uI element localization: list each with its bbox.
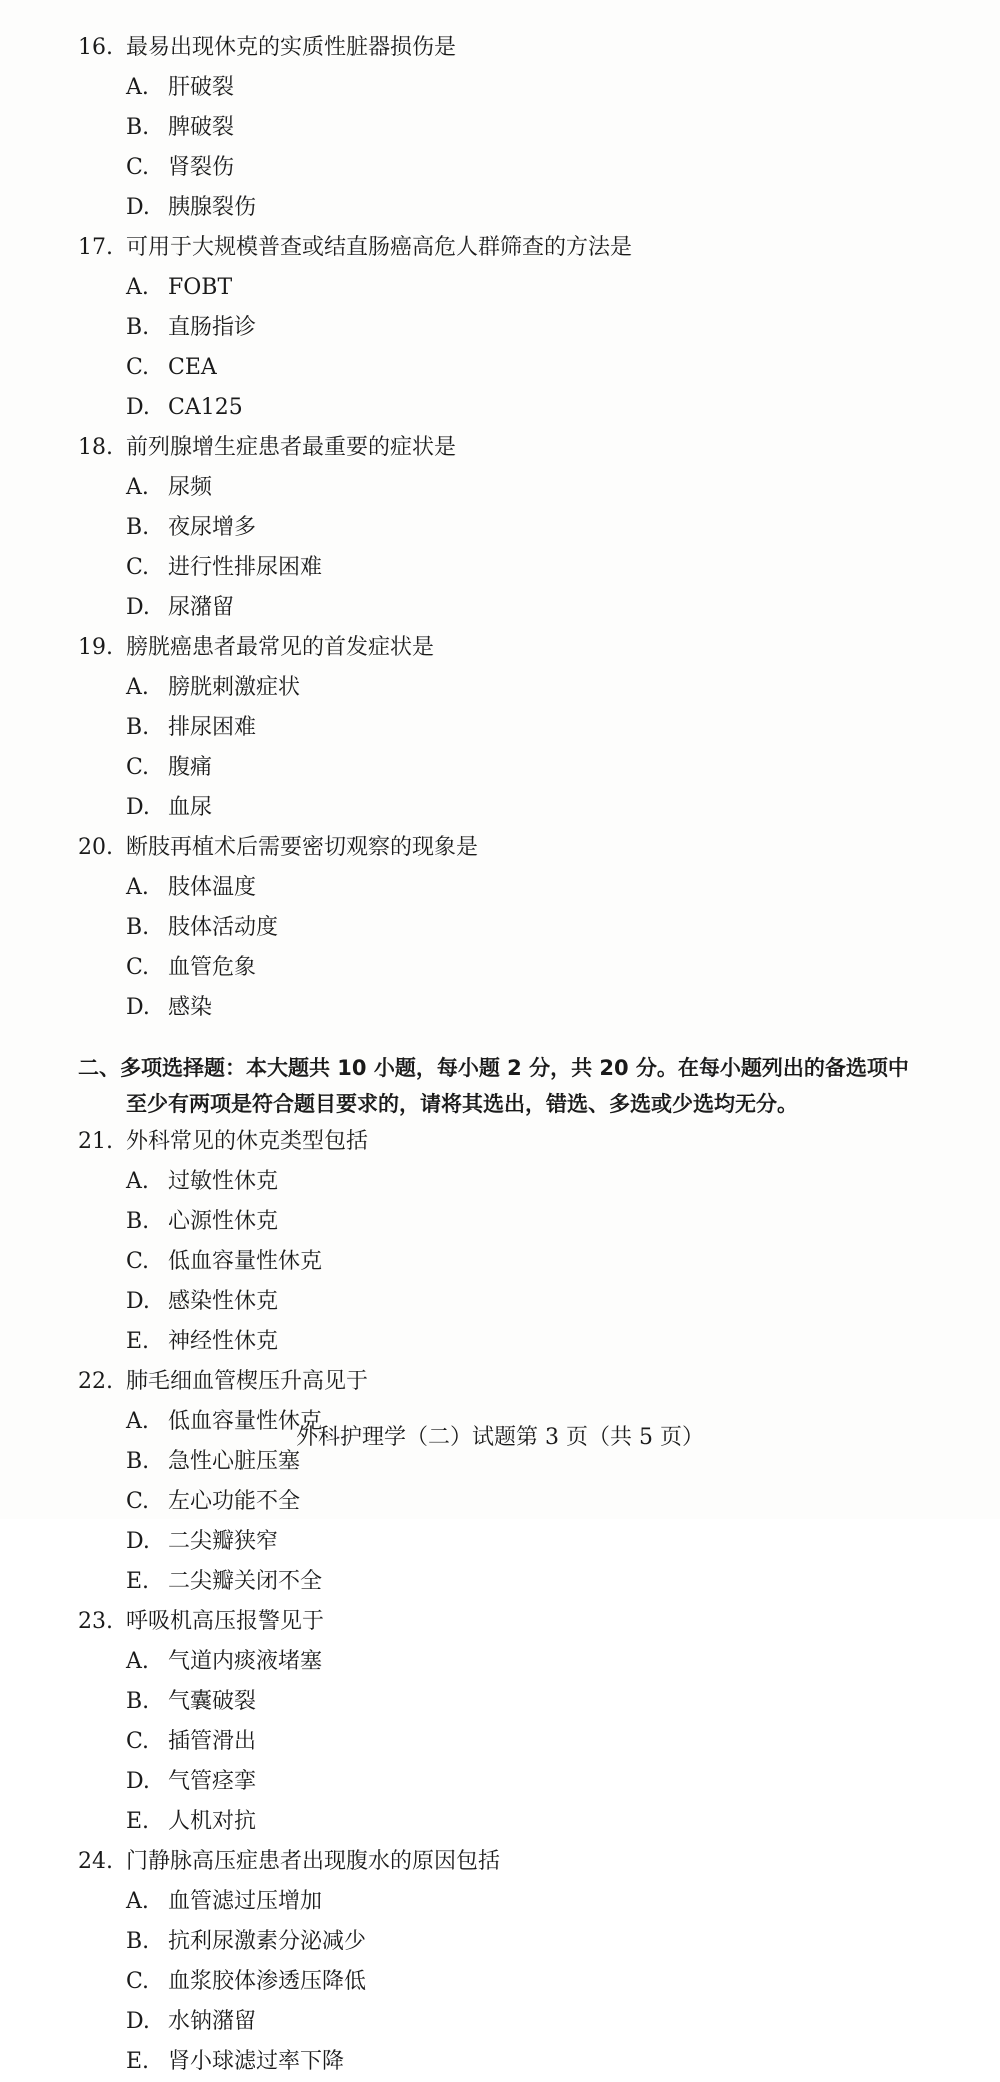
option-text: 脾破裂 [168,115,235,140]
option-item [126,2002,550,2042]
option-letter: E. [126,1569,150,1594]
question [78,828,970,1028]
option-text: 左心功能不全 [168,1489,301,1514]
option-item [126,68,550,108]
option-item [126,1722,550,1762]
option-item [126,1962,550,2002]
question [78,1362,970,1602]
option-letter: A. [126,75,149,100]
option-letter: E. [126,1329,150,1354]
option-text: 排尿困难 [168,715,257,740]
question-number: 16. [78,35,113,60]
option-letter: B. [126,1209,150,1234]
option-letter: A. [126,1649,149,1674]
option-letter: B. [126,1689,150,1714]
question-stem [78,1842,970,1882]
option-text: 感染 [168,995,213,1020]
option-item [126,748,550,788]
question [78,1842,970,2082]
option-letter: C. [126,155,150,180]
question-number: 17. [78,235,113,260]
option-letter: A. [126,675,149,700]
question-stem [78,1362,970,1402]
question-number: 21. [78,1129,113,1154]
option-letter: C. [126,355,150,380]
question-text: 前列腺增生症患者最重要的症状是 [126,435,457,460]
option-item [126,908,550,948]
option-item [126,188,550,228]
option-letter: D. [126,1769,150,1794]
question [78,428,970,628]
option-text: 抗利尿激素分泌减少 [168,1929,367,1954]
option-text: 水钠潴留 [168,2009,257,2034]
option-item [126,1202,550,1242]
option-text: 肢体活动度 [168,915,279,940]
option-list [78,1642,970,1842]
option-letter: D. [126,795,150,820]
question-stem [78,1602,970,1642]
option-letter: B. [126,1449,150,1474]
option-letter: A. [126,1889,149,1914]
option-letter: C. [126,1729,150,1754]
section-gap [78,1028,970,1050]
section-header-line-2: 至少有两项是符合题目要求的，请将其选出，错选、多选或少选均无分。 [126,1092,798,1116]
option-item [126,1162,550,1202]
option-item [126,1762,550,1802]
question-number: 24. [78,1849,113,1874]
option-letter: D. [126,195,150,220]
option-letter: C. [126,1969,150,1994]
option-letter: B. [126,115,150,140]
option-text: 膀胱刺激症状 [168,675,301,700]
option-text: 尿频 [168,475,213,500]
single-choice-questions [78,28,970,1028]
option-letter: C. [126,1249,150,1274]
option-text: 肾小球滤过率下降 [168,2049,345,2074]
option-item [126,148,550,188]
option-text: 低血容量性休克 [168,1249,323,1274]
question-text: 呼吸机高压报警见于 [126,1609,325,1634]
section-header [78,1050,978,1122]
option-item [126,588,550,628]
option-text: 二尖瓣关闭不全 [168,1569,323,1594]
option-item [126,348,550,388]
option-item [126,1322,550,1362]
option-list [78,668,970,828]
option-list [78,468,970,628]
option-letter: A. [126,1169,149,1194]
option-item [126,1522,550,1562]
option-letter: C. [126,555,150,580]
option-text: 神经性休克 [168,1329,279,1354]
multiple-choice-questions [78,1122,970,2082]
question-text: 膀胱癌患者最常见的首发症状是 [126,635,435,660]
question-text: 门静脉高压症患者出现腹水的原因包括 [126,1849,501,1874]
option-letter: D. [126,395,150,420]
option-list [78,868,970,1028]
option-letter: C. [126,955,150,980]
question-stem [78,1122,970,1162]
option-item [126,988,550,1028]
question [78,628,970,828]
option-text: 血管危象 [168,955,257,980]
option-item [126,1882,550,1922]
option-text: 急性心脏压塞 [168,1449,301,1474]
option-item [126,1802,550,1842]
option-text: 肾裂伤 [168,155,235,180]
option-item [126,1282,550,1322]
option-item [126,468,550,508]
option-item [126,508,550,548]
option-item [126,108,550,148]
option-list [78,1882,970,2082]
option-item [126,2042,550,2082]
option-text: 夜尿增多 [168,515,257,540]
question-stem [78,428,970,468]
question-stem [78,628,970,668]
option-item [126,1242,550,1282]
question-number: 20. [78,835,113,860]
option-text: CEA [168,355,217,380]
question [78,228,970,428]
section-header-line-1: 二、多项选择题：本大题共 10 小题，每小题 2 分，共 20 分。在每小题列出的备选项中 [78,1056,909,1080]
option-text: 气道内痰液堵塞 [168,1649,323,1674]
option-letter: D. [126,1529,150,1554]
option-text: 过敏性休克 [168,1169,279,1194]
option-letter: D. [126,595,150,620]
question-number: 22. [78,1369,113,1394]
option-text: 肝破裂 [168,75,235,100]
question-number: 18. [78,435,113,460]
option-text: 直肠指诊 [168,315,257,340]
option-text: CA125 [168,395,243,420]
option-text: 血浆胶体渗透压降低 [168,1969,367,1994]
option-item [126,868,550,908]
question-stem [78,28,970,68]
question-text: 断肢再植术后需要密切观察的现象是 [126,835,479,860]
option-text: 感染性休克 [168,1289,279,1314]
page-footer: 外科护理学（二）试题第 3 页（共 5 页） [296,1425,704,1450]
option-item [126,788,550,828]
option-item [126,1682,550,1722]
question [78,1122,970,1362]
option-letter: C. [126,1489,150,1514]
option-letter: C. [126,755,150,780]
option-text: 气管痉挛 [168,1769,257,1794]
question-number: 23. [78,1609,113,1634]
option-letter: B. [126,915,150,940]
option-letter: E. [126,2049,150,2074]
option-letter: A. [126,275,149,300]
option-text: 低血容量性休克 [168,1409,323,1434]
option-item [126,1482,550,1522]
question-text: 肺毛细血管楔压升高见于 [126,1369,369,1394]
option-item [126,1642,550,1682]
option-item [126,268,550,308]
option-item [126,1562,550,1602]
option-letter: E. [126,1809,150,1834]
option-text: 尿潴留 [168,595,235,620]
option-list [78,268,970,428]
option-item [126,1922,550,1962]
question-text: 外科常见的休克类型包括 [126,1129,369,1154]
question-stem [78,228,970,268]
option-letter: A. [126,1409,149,1434]
question [78,28,970,228]
option-letter: B. [126,315,150,340]
option-letter: A. [126,475,149,500]
option-list [78,1162,970,1362]
option-item [126,548,550,588]
option-text: 血尿 [168,795,213,820]
option-text: 血管滤过压增加 [168,1889,323,1914]
option-text: 腹痛 [168,755,213,780]
option-text: 插管滑出 [168,1729,257,1754]
option-letter: D. [126,2009,150,2034]
option-text: 二尖瓣狭窄 [168,1529,279,1554]
option-letter: A. [126,875,149,900]
option-letter: B. [126,515,150,540]
question-text: 最易出现休克的实质性脏器损伤是 [126,35,457,60]
option-text: 人机对抗 [168,1809,257,1834]
option-item [126,708,550,748]
option-text: 肢体温度 [168,875,257,900]
option-letter: B. [126,715,150,740]
question-stem [78,828,970,868]
option-letter: B. [126,1929,150,1954]
option-item [126,948,550,988]
option-item [126,668,550,708]
question-text: 可用于大规模普查或结直肠癌高危人群筛查的方法是 [126,235,633,260]
option-text: 胰腺裂伤 [168,195,257,220]
option-text: 气囊破裂 [168,1689,257,1714]
option-list [78,68,970,228]
option-letter: D. [126,1289,150,1314]
option-text: 进行性排尿困难 [168,555,323,580]
option-item [126,308,550,348]
option-letter: D. [126,995,150,1020]
option-text: FOBT [168,275,233,300]
question [78,1602,970,1842]
option-text: 心源性休克 [168,1209,279,1234]
option-item [126,388,550,428]
question-number: 19. [78,635,113,660]
